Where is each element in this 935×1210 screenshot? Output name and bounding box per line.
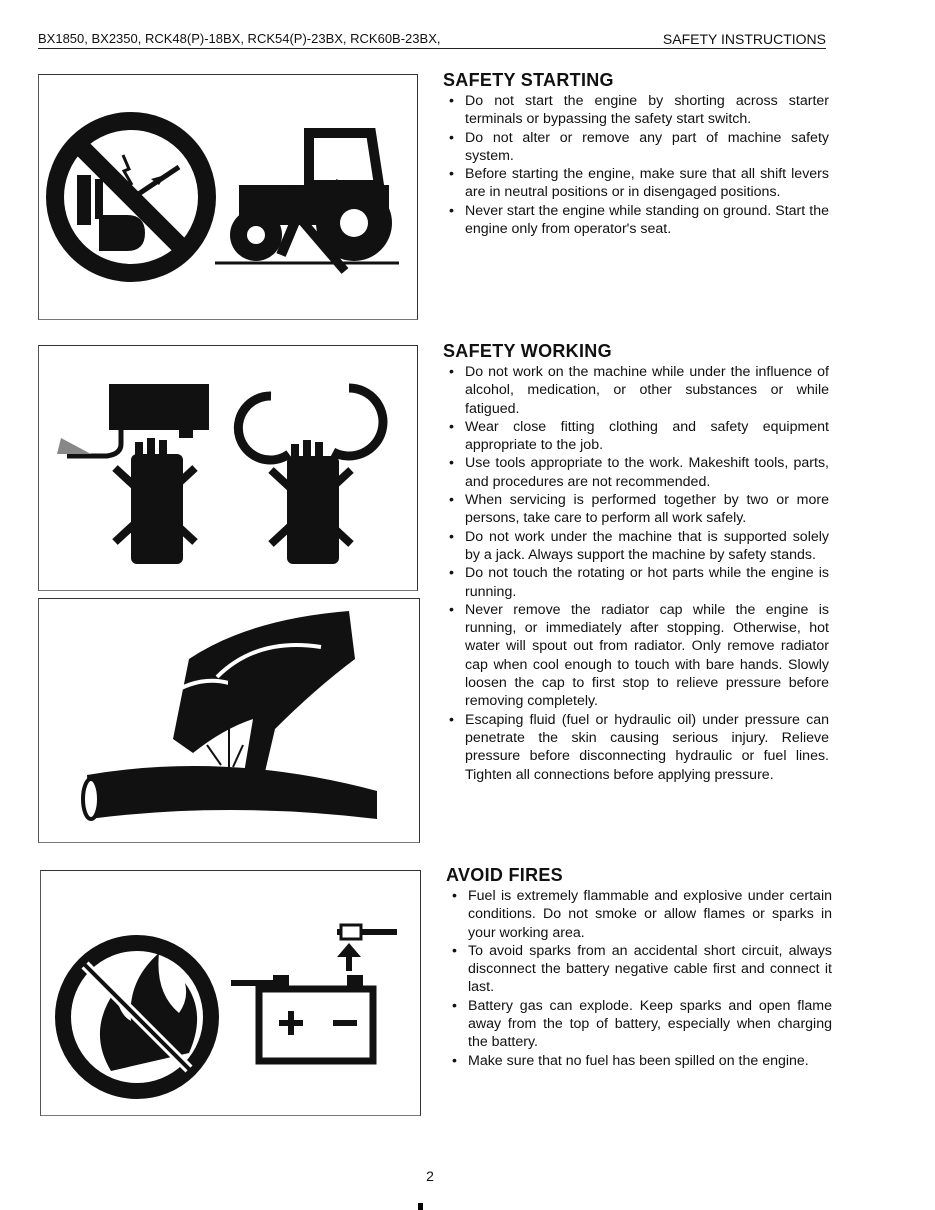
fluid-illustration bbox=[39, 599, 419, 842]
page-number: 2 bbox=[426, 1168, 434, 1184]
rotating-illustration-frame bbox=[38, 345, 418, 591]
fluid-illustration-frame bbox=[38, 598, 420, 843]
list-item: • Use tools appropriate to the work. Makeshift tools, parts, and procedures are not recommended. bbox=[443, 454, 829, 491]
section-title: SAFETY INSTRUCTIONS bbox=[662, 31, 826, 47]
registration-mark bbox=[418, 1203, 423, 1210]
list-item: • Before starting the engine, make sure that all shift levers are in neutral positions or in disengaged positions. bbox=[443, 165, 829, 202]
list-item: • Do not touch the rotating or hot parts while the engine is running. bbox=[443, 564, 829, 601]
list-item: • Never remove the radiator cap while the engine is running, or immediately after stopping. Otherwise, hot water will spout out from radiator. Only remove radiator cap when cool enough to touch with bare hands. Slowly loosen the cap to first stop to relieve pressure before removing completely. bbox=[443, 601, 829, 711]
list-item: • Wear close fitting clothing and safety equipment appropriate to the job. bbox=[443, 418, 829, 455]
section-heading: AVOID FIRES bbox=[446, 865, 563, 885]
list-item: • Do not work under the machine that is supported solely by a jack. Always support the machine by safety stands. bbox=[443, 528, 829, 565]
list-item: • Do not alter or remove any part of machine safety system. bbox=[443, 129, 829, 166]
starting-illustration bbox=[39, 75, 417, 319]
safety-starting-section bbox=[443, 70, 829, 238]
tractor-runover-icon bbox=[215, 133, 399, 271]
model-list: BX1850, BX2350, RCK48(P)-18BX, RCK54(P)-23BX, RCK60B-23BX, bbox=[38, 31, 441, 46]
belt-hand-prohibited-icon bbox=[57, 384, 209, 564]
prohibition-sign-icon bbox=[55, 121, 207, 273]
list-item: • Battery gas can explode. Keep sparks and open flame away from the top of battery, especially when charging the battery. bbox=[446, 997, 832, 1052]
list-item: • Fuel is extremely flammable and explosive under certain conditions. Do not smoke or allow flames or sparks in your working area. bbox=[446, 887, 832, 942]
bullet-list bbox=[446, 887, 832, 1070]
rotating-illustration bbox=[39, 346, 417, 590]
starting-illustration-frame bbox=[38, 74, 418, 320]
bullet-list bbox=[443, 363, 829, 784]
bullet-list bbox=[443, 92, 829, 238]
fires-illustration-frame bbox=[40, 870, 421, 1116]
fan-hand-prohibited-icon bbox=[238, 388, 383, 564]
avoid-fires-section bbox=[446, 865, 832, 1070]
section-heading: SAFETY STARTING bbox=[443, 70, 614, 90]
no-flame-sign-icon bbox=[63, 943, 211, 1091]
page-header bbox=[38, 30, 826, 49]
battery-icon bbox=[231, 925, 397, 1061]
list-item: • Do not work on the machine while under the influence of alcohol, medication, or other substances or while fatigued. bbox=[443, 363, 829, 418]
safety-working-section bbox=[443, 341, 829, 784]
list-item: • When servicing is performed together by two or more persons, take care to perform all work safely. bbox=[443, 491, 829, 528]
list-item: • Do not start the engine by shorting across starter terminals or bypassing the safety start switch. bbox=[443, 92, 829, 129]
list-item: • Make sure that no fuel has been spilled on the engine. bbox=[446, 1052, 832, 1070]
section-heading: SAFETY WORKING bbox=[443, 341, 612, 361]
list-item: • To avoid sparks from an accidental short circuit, always disconnect the battery negative cable first and connect it last. bbox=[446, 942, 832, 997]
list-item: • Never start the engine while standing on ground. Start the engine only from operator's seat. bbox=[443, 202, 829, 239]
list-item: • Escaping fluid (fuel or hydraulic oil) under pressure can penetrate the skin causing serious injury. Relieve pressure before disconnecting hydraulic or fuel lines. Tighten all connections before applying pressure. bbox=[443, 711, 829, 784]
fires-illustration bbox=[41, 871, 420, 1115]
hand-near-hose-icon bbox=[83, 611, 377, 819]
